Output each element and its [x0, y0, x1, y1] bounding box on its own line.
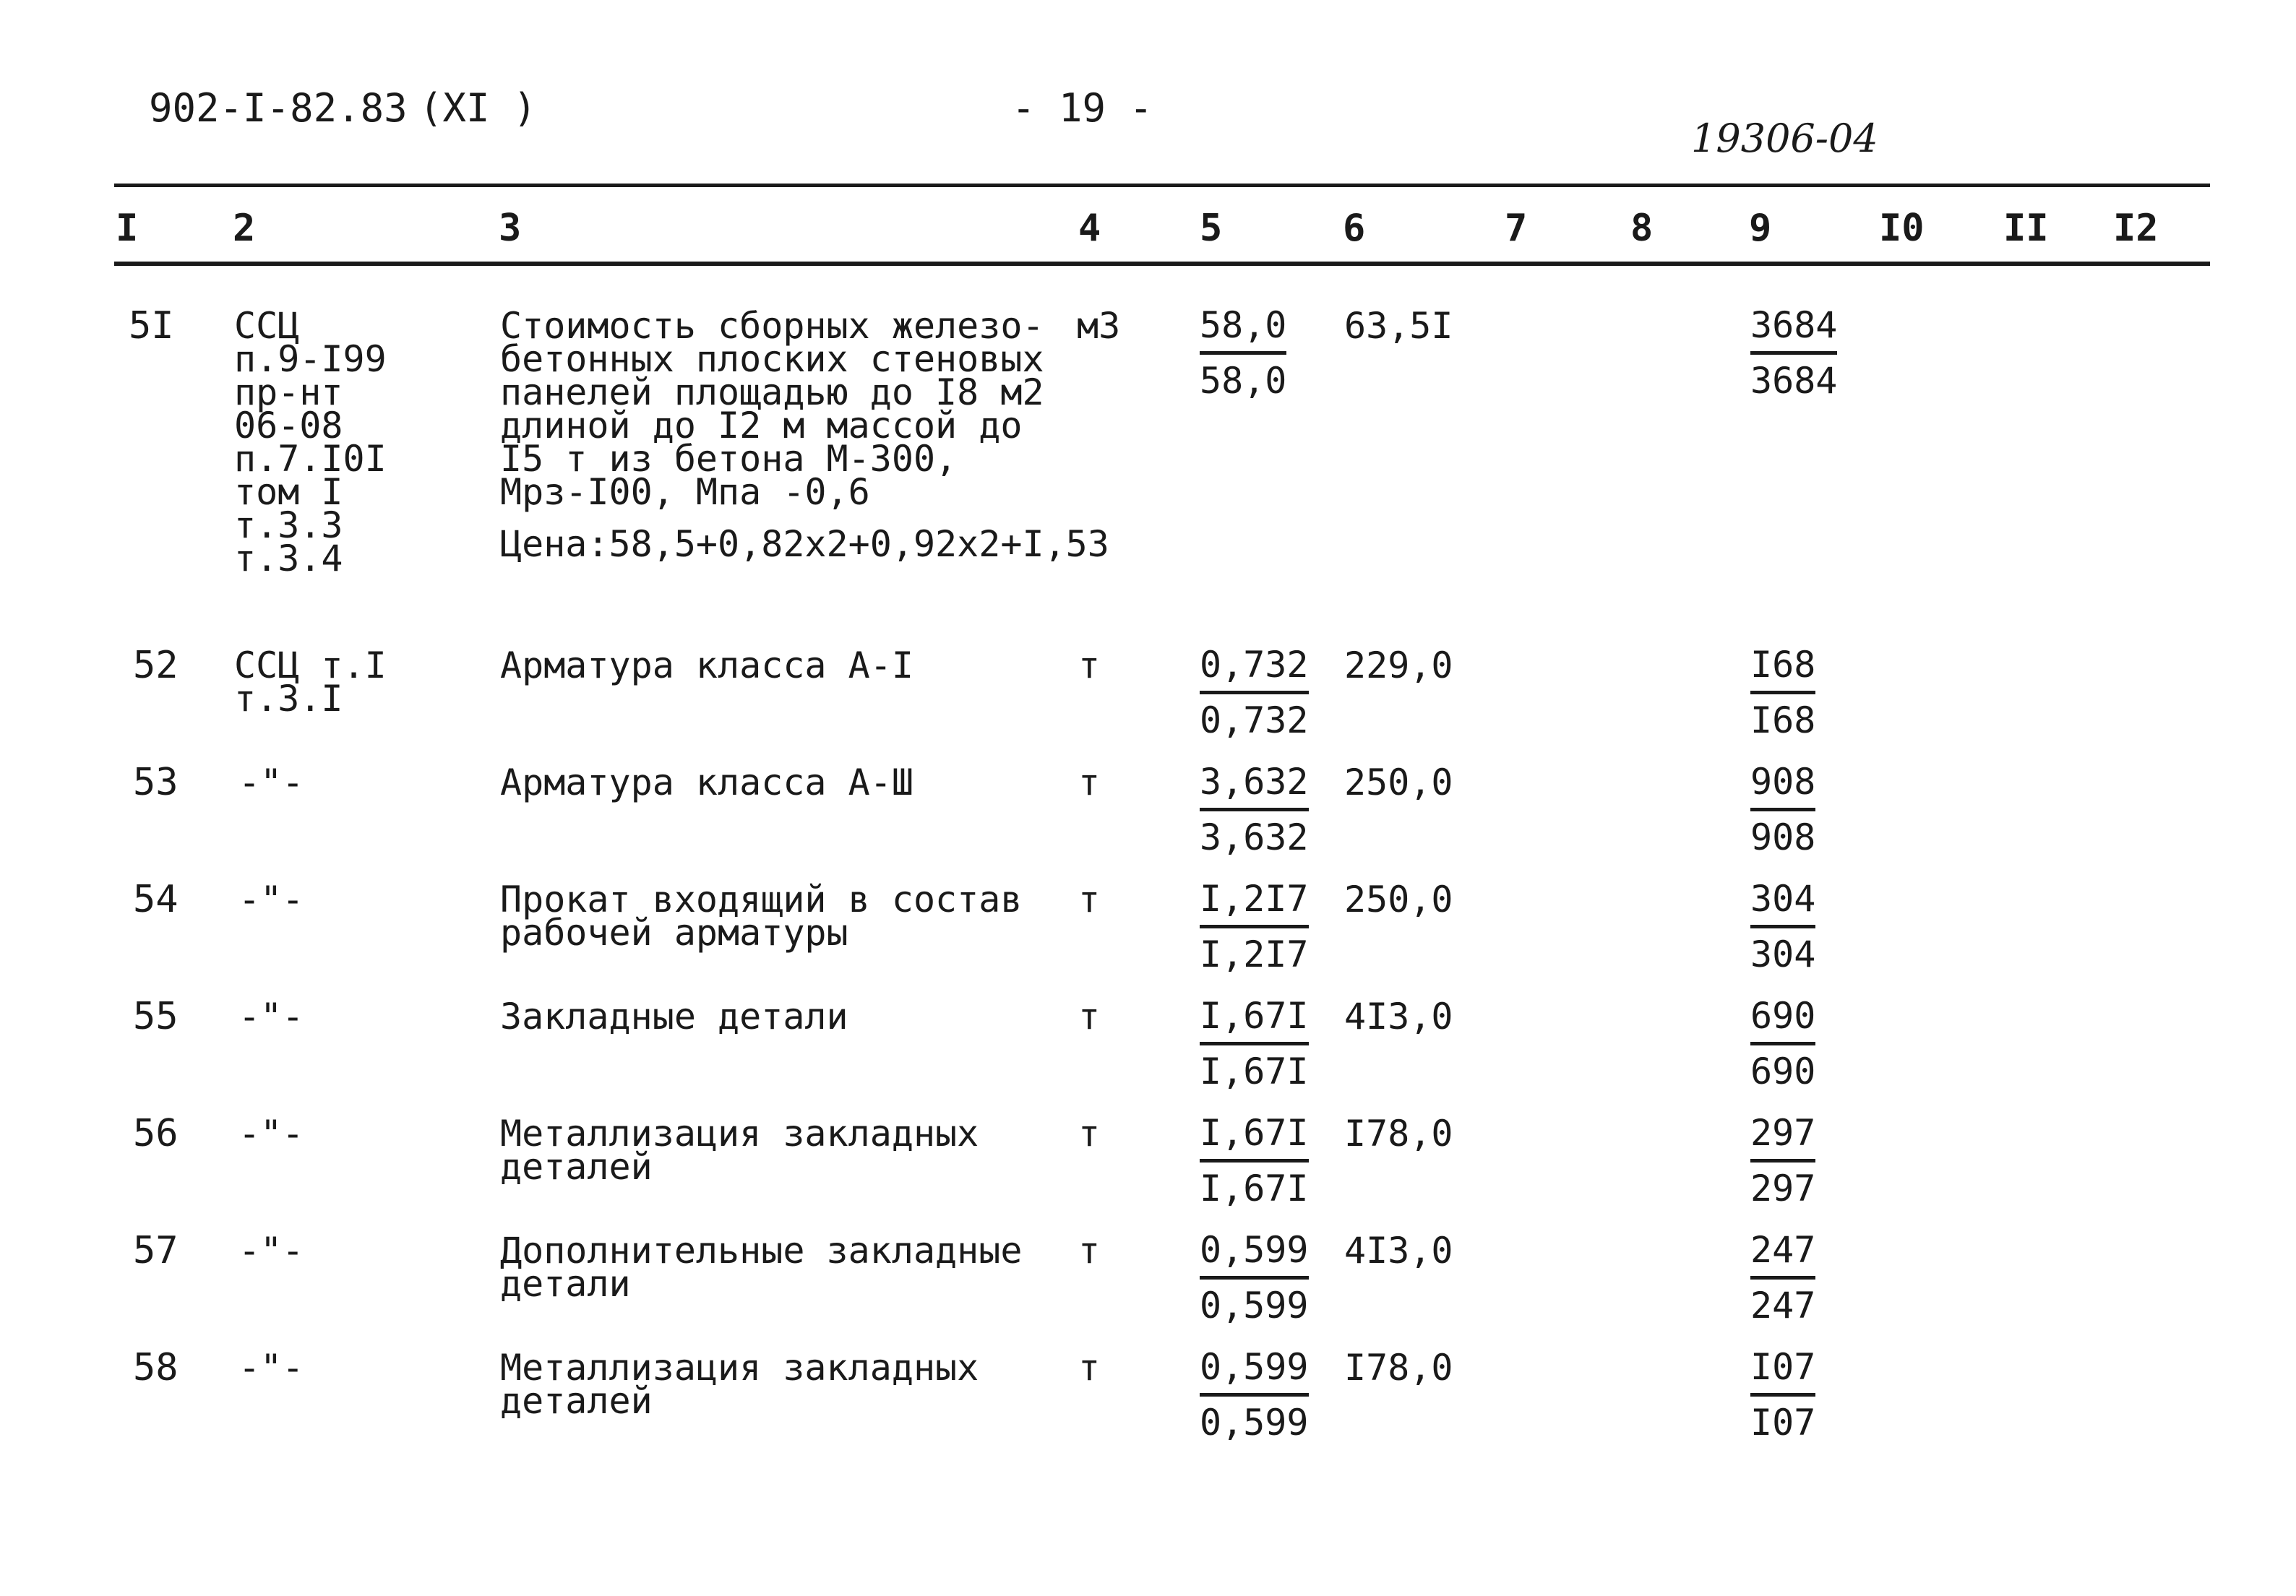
unit: т: [1078, 879, 1101, 920]
description: [500, 1230, 1023, 1305]
cost: [1750, 757, 1815, 862]
description-line: панелей площадью до I8 м2: [500, 371, 1044, 413]
reference: [234, 644, 387, 720]
cost: [1750, 1342, 1815, 1447]
description: [500, 996, 848, 1038]
reference-line: п.7.I0I: [234, 438, 387, 480]
cost-top: 297: [1750, 1108, 1815, 1163]
unit-price: 229,0: [1344, 644, 1453, 686]
description: [500, 762, 913, 803]
quantity: [1200, 1225, 1309, 1330]
reference: [234, 305, 387, 579]
unit: т: [1078, 762, 1101, 803]
reference-line: том I: [234, 471, 343, 513]
quantity-bottom: 0,732: [1200, 699, 1309, 741]
reference: [238, 1230, 304, 1272]
unit-price: I78,0: [1344, 1347, 1453, 1389]
quantity-bottom: 0,599: [1200, 1285, 1309, 1327]
column-header: 9: [1749, 207, 1772, 250]
description-line: бетонных плоских стеновых: [500, 338, 1044, 380]
description-line: Прокат входящий в состав: [500, 879, 1023, 920]
unit: т: [1078, 996, 1101, 1038]
column-header: 3: [499, 207, 522, 250]
description: [500, 1347, 979, 1422]
description-line: Металлизация закладных: [500, 1113, 979, 1155]
description-line: Стоимость сборных железо-: [500, 305, 1044, 347]
cost-bottom: 908: [1750, 816, 1816, 858]
document-code: 902-I-82.83: [149, 85, 408, 131]
description-line: Арматура класса А-I: [500, 644, 913, 686]
reference: [238, 1347, 304, 1389]
reference: [238, 1113, 304, 1155]
description-line: Дополнительные закладные: [500, 1230, 1023, 1272]
quantity: [1200, 301, 1286, 405]
cost: [1750, 640, 1815, 745]
row-number: 55: [133, 995, 179, 1038]
description: [500, 1113, 979, 1188]
quantity: [1200, 1108, 1309, 1213]
reference-line: ССЦ т.I: [234, 644, 387, 686]
document-series: (XI ): [419, 85, 537, 131]
reference-line: пр-нт: [234, 371, 343, 413]
quantity-top: I,2I7: [1200, 874, 1309, 928]
description-line: Арматура класса А-Ш: [500, 762, 913, 803]
row-number: 52: [133, 644, 179, 687]
unit: т: [1078, 1230, 1101, 1272]
quantity-bottom: I,2I7: [1200, 933, 1309, 975]
cost-top: 247: [1750, 1225, 1815, 1280]
quantity-top: I,67I: [1200, 991, 1309, 1045]
column-header: 2: [233, 207, 256, 250]
page-number: - 19 -: [1012, 85, 1153, 131]
quantity-top: 0,599: [1200, 1225, 1309, 1280]
quantity-bottom: 58,0: [1200, 360, 1287, 402]
unit-price: 4I3,0: [1344, 996, 1453, 1038]
cost-bottom: I68: [1750, 699, 1816, 741]
row-number: 56: [133, 1112, 179, 1155]
reference-line: т.3.4: [234, 538, 343, 579]
cost: [1750, 1108, 1815, 1213]
reference-line: 06-08: [234, 405, 343, 447]
quantity: [1200, 757, 1309, 862]
quantity-bottom: 0,599: [1200, 1402, 1309, 1444]
row-number: 53: [133, 761, 179, 804]
reference-line: -"-: [238, 879, 304, 920]
cost-top: I68: [1750, 640, 1815, 694]
quantity-top: I,67I: [1200, 1108, 1309, 1163]
quantity: [1200, 640, 1309, 745]
column-header: 5: [1200, 207, 1223, 250]
unit-price: 250,0: [1344, 879, 1453, 920]
reference-line: -"-: [238, 1230, 304, 1272]
quantity-top: 58,0: [1200, 301, 1286, 355]
reference: [238, 762, 304, 803]
unit-price: 250,0: [1344, 762, 1453, 803]
cost-bottom: I07: [1750, 1402, 1816, 1444]
cost-top: 3684: [1750, 301, 1837, 355]
description-line: Закладные детали: [500, 996, 848, 1038]
cost-bottom: 304: [1750, 933, 1816, 975]
unit-price: 4I3,0: [1344, 1230, 1453, 1272]
quantity: [1200, 1342, 1309, 1447]
cost-bottom: 3684: [1750, 360, 1838, 402]
column-header: II: [2003, 207, 2049, 250]
description: [500, 305, 1109, 565]
quantity-top: 0,599: [1200, 1342, 1309, 1397]
cost: [1750, 874, 1815, 979]
cost-bottom: 247: [1750, 1285, 1816, 1327]
handwritten-note: 19306-04: [1691, 116, 1878, 161]
cost-top: 304: [1750, 874, 1815, 928]
reference-line: -"-: [238, 1347, 304, 1389]
description-line: длиной до I2 м массой до: [500, 405, 1023, 447]
reference-line: т.3.3: [234, 504, 343, 546]
quantity: [1200, 874, 1309, 979]
cost: [1750, 991, 1815, 1096]
column-header: I: [116, 207, 139, 250]
column-header: I0: [1879, 207, 1925, 250]
cost-bottom: 297: [1750, 1168, 1816, 1209]
reference-line: п.9-I99: [234, 338, 387, 380]
unit: м3: [1077, 305, 1121, 347]
column-header: I2: [2113, 207, 2159, 250]
row-number: 57: [133, 1229, 179, 1272]
description-line: деталей: [500, 1146, 653, 1188]
cost-top: 908: [1750, 757, 1815, 811]
reference: [238, 996, 304, 1038]
description-line: I5 т из бетона М-300,: [500, 438, 958, 480]
reference-line: -"-: [238, 1113, 304, 1155]
column-header: 6: [1343, 207, 1366, 250]
cost: [1750, 301, 1837, 405]
row-number: 54: [133, 878, 179, 921]
column-header: 8: [1630, 207, 1654, 250]
reference-line: -"-: [238, 996, 304, 1038]
description: [500, 879, 1023, 954]
cost-bottom: 690: [1750, 1051, 1816, 1092]
unit-price: I78,0: [1344, 1113, 1453, 1155]
unit: т: [1078, 644, 1101, 686]
description: [500, 644, 913, 686]
header-rule-bottom: [114, 262, 2210, 266]
quantity-bottom: I,67I: [1200, 1051, 1309, 1092]
quantity-bottom: 3,632: [1200, 816, 1309, 858]
price-note: Цена:58,5+0,82х2+0,92х2+I,53: [500, 523, 1109, 565]
reference-line: -"-: [238, 762, 304, 803]
quantity: [1200, 991, 1309, 1096]
unit: т: [1078, 1347, 1101, 1389]
cost: [1750, 1225, 1815, 1330]
quantity-top: 3,632: [1200, 757, 1309, 811]
description-line: деталей: [500, 1380, 653, 1422]
unit: т: [1078, 1113, 1101, 1155]
quantity-bottom: I,67I: [1200, 1168, 1309, 1209]
description-line: детали: [500, 1263, 631, 1305]
quantity-top: 0,732: [1200, 640, 1309, 694]
cost-top: I07: [1750, 1342, 1815, 1397]
reference-line: ССЦ: [234, 305, 300, 347]
column-header: 4: [1078, 207, 1101, 250]
description-line: рабочей арматуры: [500, 912, 848, 954]
row-number: 58: [133, 1346, 179, 1389]
column-header: 7: [1505, 207, 1528, 250]
description-line: Металлизация закладных: [500, 1347, 979, 1389]
unit-price: 63,5I: [1344, 305, 1453, 347]
description-line: Мрз-I00, Мпа -0,6: [500, 471, 870, 513]
reference: [238, 879, 304, 920]
header-rule-top: [114, 184, 2210, 187]
cost-top: 690: [1750, 991, 1815, 1045]
row-number: 5I: [129, 304, 174, 348]
reference-line: т.3.I: [234, 678, 343, 720]
